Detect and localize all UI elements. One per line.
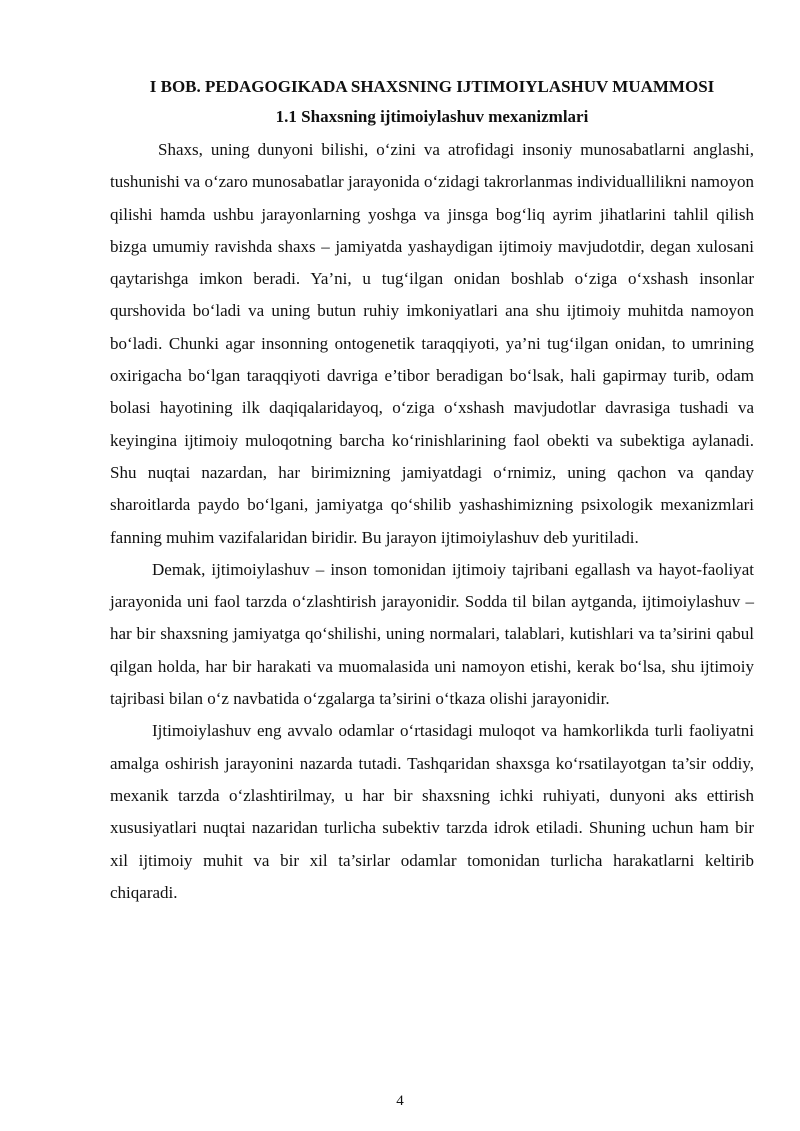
document-page xyxy=(110,72,754,909)
body-paragraph: Ijtimoiylashuv eng avvalo odamlar o‘rtasidagi muloqot va hamkorlikda turli faoliyatni amalga oshirish jarayonini nazarda tutadi. Tashqaridan shaxsga ko‘rsatilayotgan ta’sir oddiy, mexanik tarzda o‘zlashtirilmay, u har bir shaxsning ichki ruhiyati, dunyoni aks ettirish xususiyatlari nuqtai nazaridan turlicha subektiv tarzda idrok etiladi. Shuning uchun ham bir xil ijtimoiy muhit va bir xil ta’sirlar odamlar tomonidan turlicha harakatlarni keltirib chiqaradi. xyxy=(110,721,754,902)
page-number: 4 xyxy=(396,1093,404,1109)
body-paragraph: Demak, ijtimoiylashuv – inson tomonidan ijtimoiy tajribani egallash va hayot-faoliyat jarayonida uni faol tarzda o‘zlashtirish jarayonidir. Sodda til bilan aytganda, ijtimoiylashuv – har bir shaxsning jamiyatga qo‘shilishi, uning normalari, talablari, kutishlari va ta’sirini qabul qilgan holda, har bir harakati va muomalasida uni namoyon etishi, kerak bo‘lsa, shu ijtimoiy tajribasi bilan o‘z navbatida o‘zgalarga ta’sirini o‘tkaza olishi jarayonidir. xyxy=(110,559,754,709)
section-title: 1.1 Shaxsning ijtimoiylashuv mexanizmlari xyxy=(275,107,589,126)
body-paragraph: Shaxs, uning dunyoni bilishi, o‘zini va atrofidagi insoniy munosabatlarni anglashi, tushunishi va o‘zaro munosabatlar jarayonida o‘zidagi takrorlanmas individuallilikni namoyon qilishi hamda ushbu jarayonlarning yoshga va jinsga bog‘liq ayrim jihatlarini tahlil qilish bizga umumiy ravishda shaxs – jamiyatda yashaydigan ijtimoiy mavjudotdir, degan xulosani qaytarishga imkon beradi. Ya’ni, u tug‘ilgan onidan boshlab o‘ziga o‘xshash insonlar qurshovida bo‘ladi va uning butun ruhiy imkoniyatlari ana shu ijtimoiy muhitda namoyon bo‘ladi. Chunki agar insonning ontogenetik taraqqiyoti, ya’ni tug‘ilgan onidan, to umrining oxirigacha bo‘lgan taraqqiyoti davriga e’tibor beradigan bo‘lsak, hali gapirmay turib, odam bolasi hayotining ilk daqiqalaridayoq, o‘ziga o‘xshash mavjudotlar davrasiga tushadi va keyingina ijtimoiy muloqotning barcha ko‘rinishlarining faol obekti va subektiga aylanadi. Shu nuqtai nazardan, har birimizning jamiyatdagi o‘rnimiz, uning qachon va qanday sharoitlarda paydo bo‘lgani, jamiyatga qo‘shilib yashashimizning psixologik mexanizmlari fanning muhim vazifalaridan biridir. Bu jarayon ijtimoiylashuv deb yuritiladi. xyxy=(110,140,754,547)
chapter-title: I BOB. PEDAGOGIKADA SHAXSNING IJTIMOIYLASHUV MUAMMOSI xyxy=(149,77,715,96)
